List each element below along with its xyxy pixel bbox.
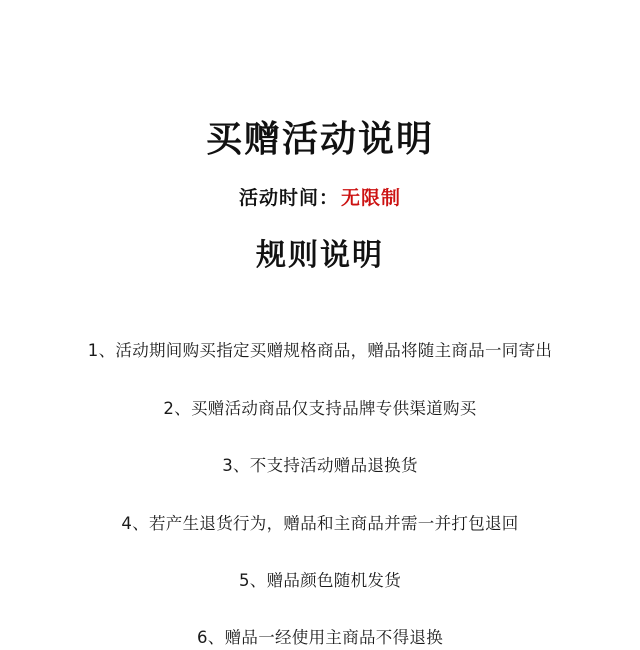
- list-item: 3、不支持活动赠品退换货: [222, 456, 418, 476]
- activity-period-label: 活动时间：: [238, 187, 339, 210]
- activity-period-row: [239, 187, 401, 210]
- rules-list: [0, 323, 640, 650]
- list-item: 2、买赠活动商品仅支持品牌专供渠道购买: [163, 398, 477, 418]
- list-item: 6、赠品一经使用主商品不得退换: [197, 628, 443, 648]
- activity-period-value: 无限制: [341, 187, 402, 210]
- list-item: 5、赠品颜色随机发货: [239, 571, 401, 591]
- page-title: 买赠活动说明: [205, 119, 434, 160]
- list-item: 4、若产生退货行为，赠品和主商品并需一并打包退回: [121, 513, 519, 533]
- list-item: 1、活动期间购买指定买赠规格商品，赠品将随主商品一同寄出: [87, 341, 553, 361]
- section-title-rules: 规则说明: [256, 237, 384, 273]
